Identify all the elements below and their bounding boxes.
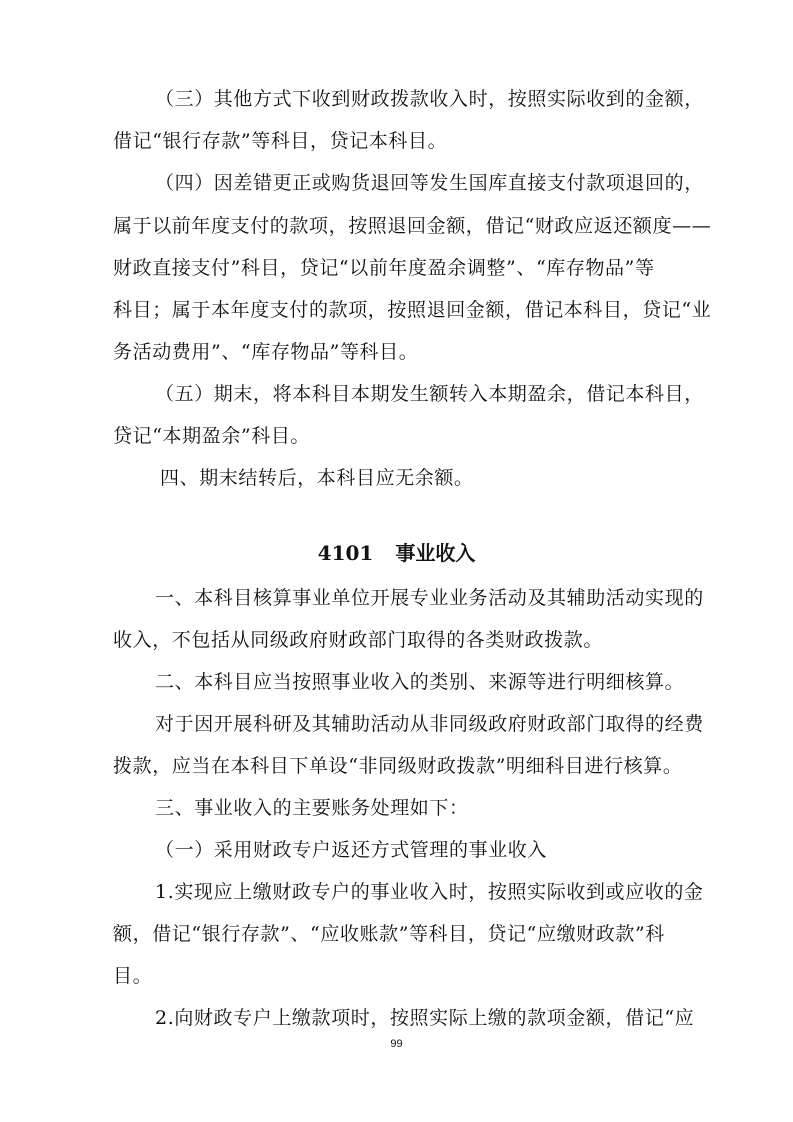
paragraph-line: 借记“银行存款”等科目，贷记本科目。 <box>113 130 448 152</box>
paragraph-line: 收入，不包括从同级政府财政部门取得的各类财政拨款。 <box>113 629 604 651</box>
paragraph-line: （五）期末，将本科目本期发生额转入本期盈余，借记本科目， <box>155 383 704 405</box>
section-heading <box>0 539 793 567</box>
paragraph-line: 对于因开展科研及其辅助活动从非同级政府财政部门取得的经费 <box>155 713 704 735</box>
paragraph-line: 一、本科目核算事业单位开展专业业务活动及其辅助活动实现的 <box>155 587 704 609</box>
paragraph-line: 2.向财政专户上缴款项时，按照实际上缴的款项金额，借记“应 <box>155 1007 695 1029</box>
paragraph-line: 拨款，应当在本科目下单设“非同级财政拨款”明细科目进行核算。 <box>113 755 683 777</box>
paragraph-line: 1.实现应上缴财政专户的事业收入时，按照实际收到或应收的金 <box>155 881 704 903</box>
page-number: 99 <box>390 1038 403 1050</box>
paragraph-line: 务活动费用”、“库存物品”等科目。 <box>113 341 419 363</box>
paragraph-line: 科目；属于本年度支付的款项，按照退回金额，借记本科目，贷记“业 <box>113 299 712 321</box>
paragraph-line: （一）采用财政专户返还方式管理的事业收入 <box>155 839 548 861</box>
paragraph-line: （三）其他方式下收到财政拨款收入时，按照实际收到的金额， <box>155 88 704 110</box>
paragraph-line: 额，借记“银行存款”、“应收账款”等科目，贷记“应缴财政款”科 <box>113 923 665 945</box>
paragraph-line: 目。 <box>113 965 153 987</box>
paragraph-line: 三、事业收入的主要账务处理如下： <box>155 797 469 819</box>
paragraph-line: 四、期末结转后，本科目应无余额。 <box>160 467 474 489</box>
section-code: 4101 <box>317 541 374 565</box>
section-title: 事业收入 <box>395 541 476 565</box>
paragraph-line: 二、本科目应当按照事业收入的类别、来源等进行明细核算。 <box>155 671 685 693</box>
paragraph-line: 财政直接支付”科目，贷记“以前年度盈余调整”、“库存物品”等 <box>113 257 655 279</box>
paragraph-line: 属于以前年度支付的款项，按照退回金额，借记“财政应返还额度—— <box>113 215 712 237</box>
paragraph-line: （四）因差错更正或购货退回等发生国库直接支付款项退回的， <box>155 172 704 194</box>
paragraph-line: 贷记“本期盈余”科目。 <box>113 425 311 447</box>
